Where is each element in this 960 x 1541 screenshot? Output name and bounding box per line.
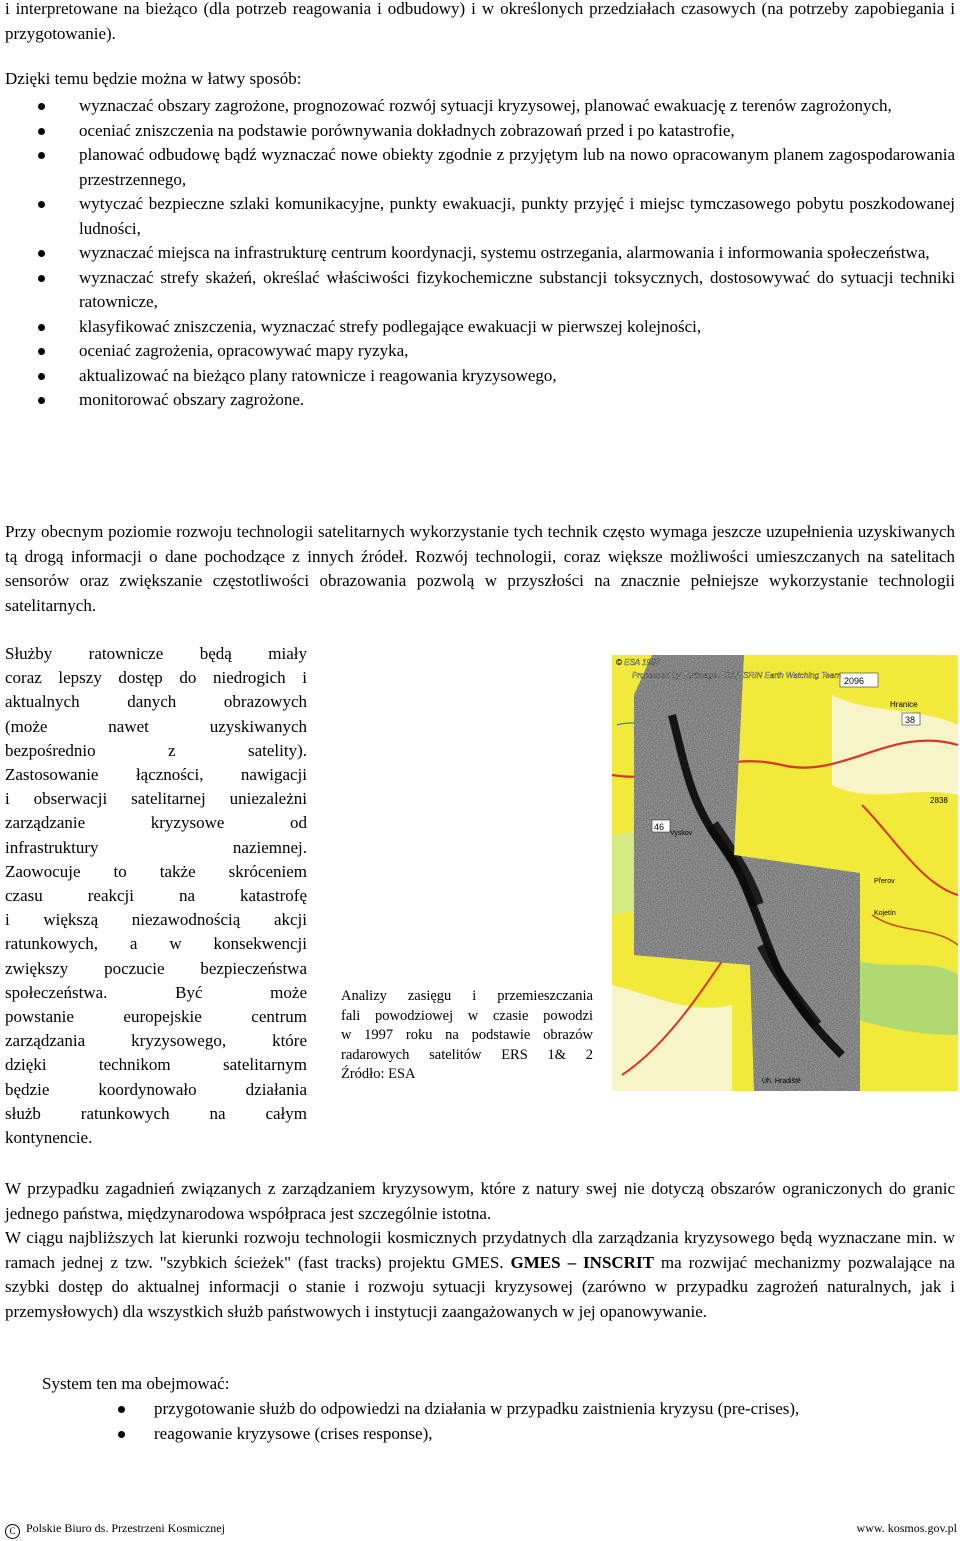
intro-paragraph: i interpretowane na bieżąco (dla potrzeb reagowania i odbudowy) i w określonych przedziałach czasowych (na potrzeby zapobiegania i przygotowanie).: [5, 0, 955, 43]
map-label: Kojetín: [874, 910, 896, 917]
column-line: dzięki technikom satelitarnym: [5, 1055, 307, 1075]
column-line: coraz lepszy dostęp do niedrogich i: [5, 668, 307, 688]
column-line: będzie koordynowało działania: [5, 1079, 307, 1099]
list-item: reagowanie kryzysowe (crises response),: [0, 1422, 955, 1447]
list-item: wyznaczać obszary zagrożone, prognozować rozwój sytuacji kryzysowej, planować ewakuację z terenów zagrożonych,: [0, 94, 955, 119]
column-line: Służby ratownicze będą miały: [5, 644, 307, 663]
cooperation-paragraph: W przypadku zagadnień związanych z zarządzaniem kryzysowym, które z natury swej nie dotyczą obszarów ograniczonych do granic jednego państwa, międzynarodowa współpraca jest szczególnie istotna.: [5, 1179, 955, 1223]
list-item: klasyfikować zniszczenia, wyznaczać strefy podlegające ewakuacji w pierwszej kolejności,: [0, 315, 955, 340]
map-label: 2096: [844, 676, 865, 686]
list-item: aktualizować na bieżąco plany ratownicze i reagowania kryzysowego,: [0, 364, 955, 389]
map-label: 38: [905, 715, 916, 725]
list-item: oceniać zagrożenia, opracowywać mapy ryzyka,: [0, 339, 955, 364]
copyright-icon: C: [5, 1524, 20, 1539]
column-line: Zastosowanie łączności, nawigacji: [5, 765, 307, 785]
system-lead: System ten ma obejmować:: [42, 1374, 230, 1393]
map-label: Hranice: [890, 700, 918, 709]
gmes-text-a: W ciągu najbliższych lat kierunki rozwoju technologii kosmicznych przydatnych dla zarządzania kryzysowego będą wyznaczane min. w ramach jednej z tzw. "szybkich ścieżek" (fast tracks) projektu GMES.: [5, 1228, 955, 1272]
column-line: i większą niezawodnością akcji: [5, 910, 307, 930]
rescue-services-column: [5, 642, 307, 1150]
caption-line: Analizy zasięgu i przemieszczania: [341, 988, 593, 1004]
gmes-text-b: ma rozwijać mechanizmy pozwalające na szybki dostęp do aktualnej informacji o stanie i rozwoju sytuacji kryzysowej (zarówno w przypadku zagrożeń naturalnych, jak i przemysłowych) dla wszystkich służb państwowych i instytucji zaangażowanych w jej opanowywanie.: [5, 1252, 956, 1321]
map-label: Vyskov: [670, 830, 693, 837]
column-line: bezpośrednio z satelity).: [5, 740, 307, 760]
map-label: Uh. Hradiště: [762, 1078, 801, 1085]
list-item: przygotowanie służb do odpowiedzi na działania w przypadku zaistnienia kryzysu (pre-crises),: [0, 1397, 955, 1422]
flood-satellite-image: [612, 655, 958, 1091]
bullets-lead: Dzięki temu będzie można w łatwy sposób:: [5, 69, 302, 88]
system-list: [0, 1397, 955, 1446]
capabilities-list: [0, 94, 955, 413]
column-line: powstanie europejskie centrum: [5, 1007, 307, 1027]
map-label: 46: [654, 822, 665, 832]
gmes-inscrit-name: GMES – INSCRIT: [510, 1252, 654, 1272]
column-line: zwiększy poczucie bezpieczeństwa: [5, 958, 307, 978]
list-item: oceniać zniszczenia na podstawie porównywania dokładnych zobrazowań przed i po katastrofie,: [0, 119, 955, 144]
list-item: planować odbudowę bądź wyznaczać nowe obiekty zgodnie z przyjętym lub na nowo opracowanym planem zagospodarowania przestrzennego,: [0, 143, 955, 192]
column-line: (może nawet uzyskiwanych: [5, 716, 307, 736]
copyright-text: © ESA 1997: [616, 658, 660, 667]
list-item: wyznaczać strefy skażeń, określać właściwości fizykochemiczne substancji toksycznych, dostosowywać do sytuacji techniki ratownicze,: [0, 266, 955, 315]
caption-line: radarowych satelitów ERS 1& 2: [341, 1046, 593, 1063]
column-line: zarządzanie kryzysowe od: [5, 813, 307, 833]
column-line: Zaowocuje to także skróceniem: [5, 861, 307, 881]
caption-source: Źródło: ESA: [341, 1066, 416, 1083]
caption-line: fali powodziowej w czasie powodzi: [341, 1007, 593, 1024]
list-item: wytyczać bezpieczne szlaki komunikacyjne, punkty ewakuacji, punkty przyjęć i miejsc tymczasowego pobytu poszkodowanej ludności,: [0, 192, 955, 241]
footer-org: Polskie Biuro ds. Przestrzeni Kosmicznej: [26, 1521, 225, 1535]
map-label: 2838: [930, 796, 948, 805]
column-line: aktualnych danych obrazowych: [5, 692, 307, 712]
gmes-paragraph: [5, 1226, 955, 1324]
map-label: Přerov: [874, 878, 895, 885]
footer-left: [5, 1521, 225, 1539]
column-line: infrastruktury naziemnej.: [5, 837, 307, 857]
figure-caption: [341, 987, 593, 1085]
processed-credit: Processed by Eurimage-ESA/ESRIN Earth Watching Team: [632, 671, 841, 680]
footer-website[interactable]: www. kosmos.gov.pl: [856, 1521, 957, 1535]
list-item: wyznaczać miejsca na infrastrukturę centrum koordynacji, systemu ostrzegania, alarmowania i informowania społeczeństwa,: [0, 241, 955, 266]
column-line: zarządzania kryzysowego, które: [5, 1031, 307, 1051]
list-item: monitorować obszary zagrożone.: [0, 388, 955, 413]
technology-paragraph: Przy obecnym poziomie rozwoju technologii satelitarnych wykorzystanie tych technik często wymaga jeszcze uzupełnienia uzyskiwanych tą drogą informacji o dane pochodzące z innych źródeł. Rozwój technologii, coraz większe możliwości umieszczanych na satelitach sensorów oraz zwiększanie częstotliwości obrazowania pozwolą w przyszłości na znacznie pełniejsze wykorzystanie technologii satelitarnych.: [5, 522, 955, 615]
column-line: i obserwacji satelitarnej uniezależni: [5, 789, 307, 809]
column-line: czasu reakcji na katastrofę: [5, 886, 307, 906]
column-line: ratunkowych, a w konsekwencji: [5, 934, 307, 954]
column-line: społeczeństwa. Być może: [5, 982, 307, 1002]
column-line: służb ratunkowych na całym: [5, 1103, 307, 1123]
caption-line: w 1997 roku na podstawie obrazów: [341, 1027, 593, 1044]
column-line: kontynencie.: [5, 1128, 93, 1148]
